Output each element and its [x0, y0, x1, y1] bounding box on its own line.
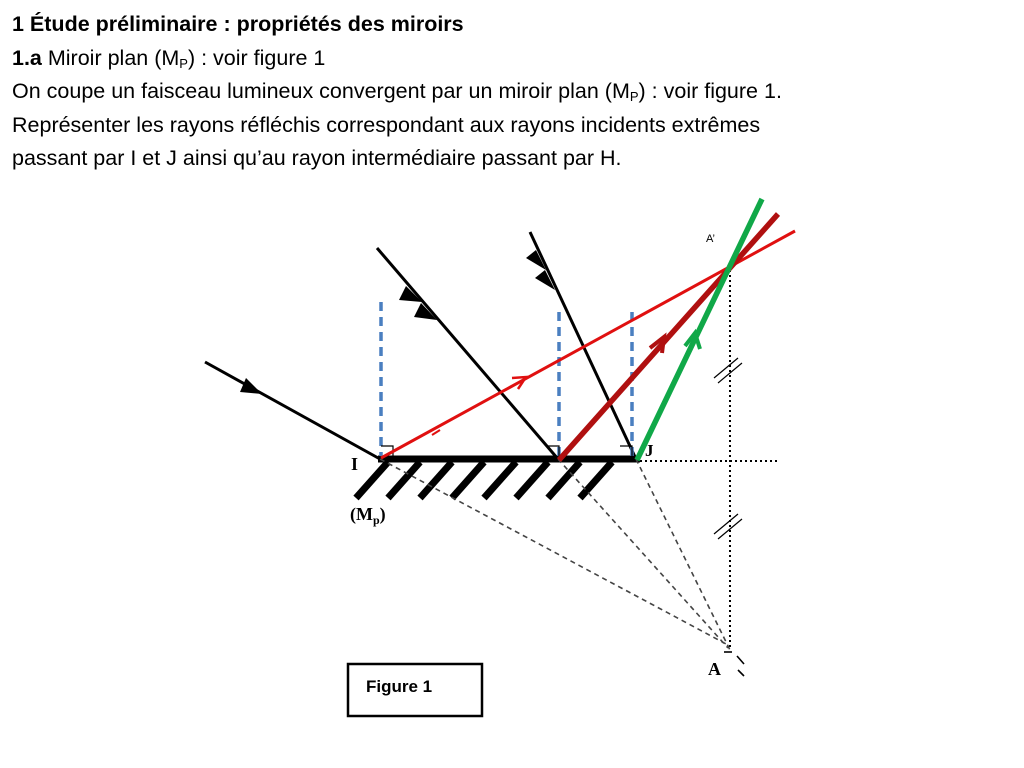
reflected-ray-J: [637, 199, 762, 460]
subsection-text: Miroir plan (M: [47, 45, 180, 70]
label-point-A: A: [708, 659, 721, 679]
paragraph-line-2: Représenter les rayons réfléchis correspondant aux rayons incidents extrêmes: [12, 112, 761, 137]
incident-ray-H: [377, 248, 558, 459]
label-point-A-prime: A’: [706, 233, 715, 245]
mirror-hatching: [356, 462, 612, 498]
symmetry-construction: [640, 265, 778, 648]
incident-ray-J: [530, 232, 636, 459]
figure-caption: Figure 1: [366, 677, 433, 696]
mirror-label: $(M_p)$: [350, 504, 386, 527]
label-point-I: I: [351, 454, 359, 474]
incident-ray-I: [205, 362, 380, 459]
right-angle-markers: [381, 446, 632, 456]
paragraph-line-3: passant par I et J ainsi qu’au rayon intermédiaire passant par H.: [12, 146, 622, 170]
subsection-end: ) : voir figure 1: [187, 45, 326, 70]
reflected-ray-H: [559, 214, 778, 460]
subsection-subscript: P: [179, 55, 188, 71]
equal-length-ticks: [714, 358, 742, 539]
point-A-marks: [724, 652, 744, 676]
subsection-number: 1.a: [12, 45, 42, 70]
paragraph-line-1: On coupe un faisceau lumineux convergent par un miroir plan $(M_P)$ : voir figure 1.: [12, 79, 782, 104]
normals: [381, 302, 632, 456]
label-point-J: J: [645, 441, 654, 460]
section-title: 1 Étude préliminaire : propriétés des miroirs: [12, 12, 464, 36]
incident-rays: [205, 232, 636, 459]
